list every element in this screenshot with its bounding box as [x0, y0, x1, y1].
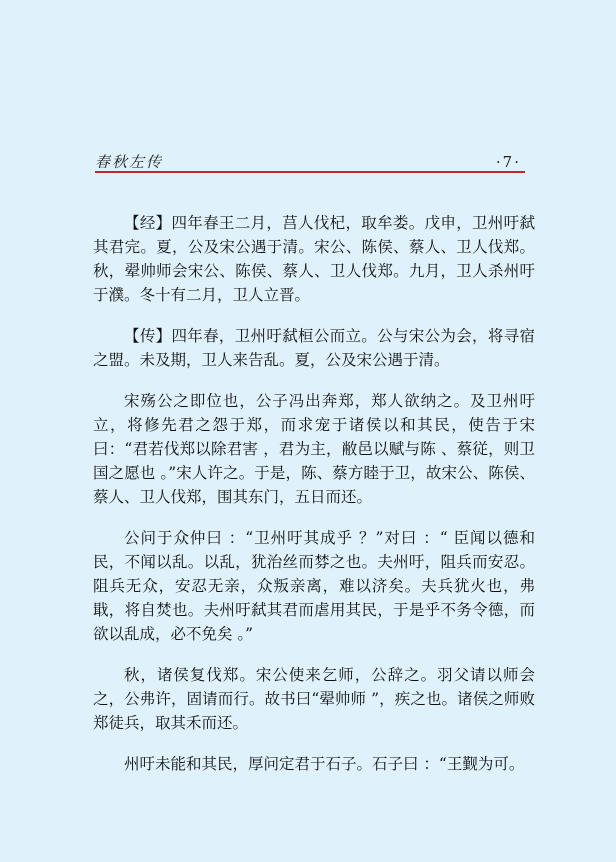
paragraph: 公问于众仲曰 ：“卫州吁其成乎 ？”对曰 ：“ 臣闻以德和民，不闻以乱。以乱，犹治丝而棼之也。夫州吁，阻兵而安忍。阻兵无众，安忍无亲，众叛亲离，难以济矣。夫兵犹火也，弗戢，将自焚也。夫州吁弑其君而虐用其民，于是乎不务令德，而欲以乱成，必不免矣 。”: [93, 529, 535, 643]
paragraph: 宋殇公之即位也，公子冯出奔郑，郑人欲纳之。及卫州吁立，将修先君之怨于郑，而求宠于诸侯以和其民，使告于宋曰：“君若伐郑以除君害 ，君为主，敝邑以赋与陈 、蔡従，则卫国之愿也 。”宋人许之。于是，陈、蔡方睦于卫，故宋公、陈侯、蔡人、卫人伐郑，围其东门，五日而还。: [93, 392, 535, 506]
running-header: [95, 152, 525, 172]
paragraph: 秋，诸侯复伐郑。宋公使来乞师，公辞之。羽父请以师会之，公弗许，固请而行。故书曰“翚帅师 ”，疾之也。诸侯之师败郑徒兵，取其禾而还。: [93, 666, 535, 732]
paragraph-jing: 【经】四年春王二月，莒人伐杞，取牟娄。戊申，卫州吁弑其君完。夏，公及宋公遇于清。宋公、陈侯、蔡人、卫人伐郑。秋，翚帅师会宋公、陈侯、蔡人、卫人伐郑。九月，卫人杀州吁于濮。冬十有二月，卫人立晋。: [93, 214, 535, 304]
paragraph-zhuan: 【传】四年春，卫州吁弑桓公而立。公与宋公为会，将寻宿之盟。未及期，卫人来告乱。夏，公及宋公遇于清。: [93, 327, 535, 369]
page-number: ·7·: [495, 153, 521, 171]
header-rule: [95, 171, 525, 173]
book-title: 春秋左传: [95, 153, 164, 171]
paragraph: 州吁未能和其民，厚问定君于石子。石子曰 ：“王觐为可。: [124, 755, 525, 773]
page-body: [93, 211, 535, 793]
